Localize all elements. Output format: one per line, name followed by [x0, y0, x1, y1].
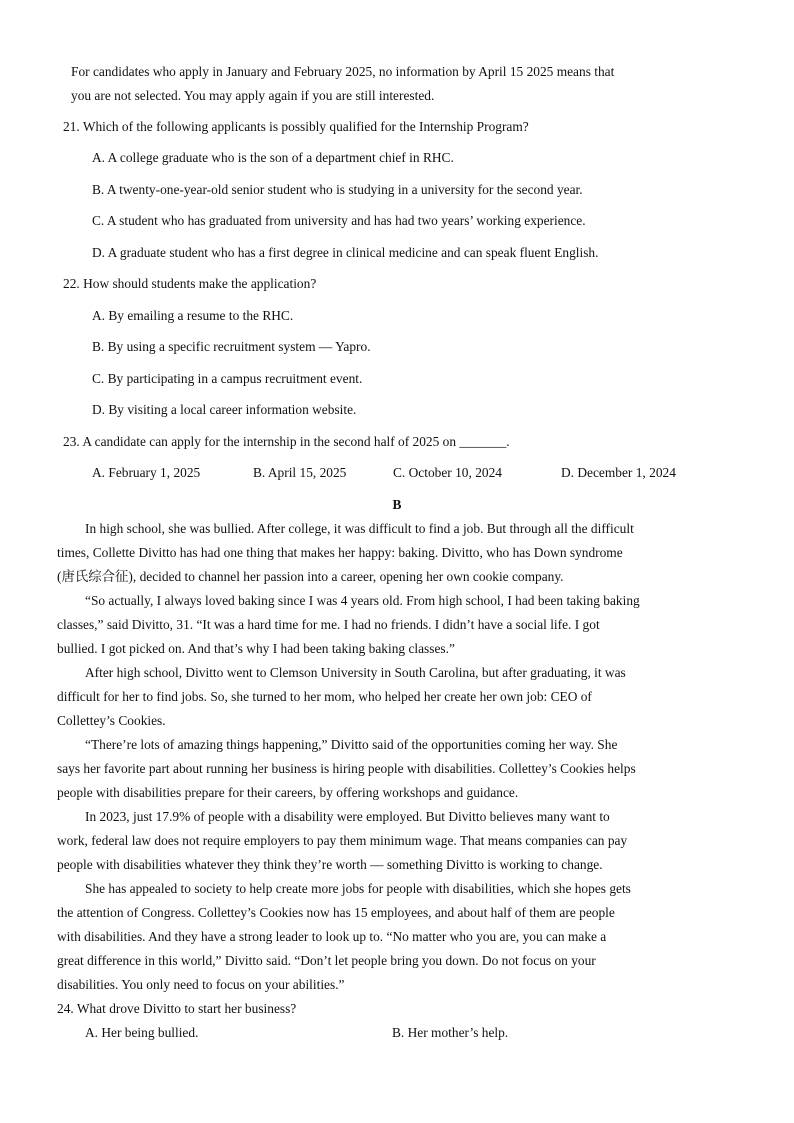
intro-text-1: For candidates who apply in January and February 2025, no information by April 15 2025 means that	[71, 64, 615, 79]
question-23-option-a: A. February 1, 2025	[92, 465, 201, 480]
question-21-option-a: A. A college graduate who is the son of a department chief in RHC.	[92, 150, 454, 165]
paragraph-line: work, federal law does not require employers to pay them minimum wage. That means companies can pay	[57, 833, 628, 848]
paragraph-line: After high school, Divitto went to Clemson University in South Carolina, but after graduating, it was	[85, 665, 626, 680]
question-22-option-b: B. By using a specific recruitment system — Yapro.	[92, 339, 371, 354]
paragraph-line: says her favorite part about running her business is hiring people with disabilities. Collettey’s Cookies helps	[57, 761, 636, 776]
question-21-option-d: D. A graduate student who has a first degree in clinical medicine and can speak fluent English.	[92, 245, 599, 260]
question-22-option-a: A. By emailing a resume to the RHC.	[92, 308, 294, 323]
question-23-stem: 23. A candidate can apply for the internship in the second half of 2025 on _______.	[63, 434, 510, 449]
question-24-options	[0, 1026, 794, 1042]
question-22-option-d: D. By visiting a local career information website.	[92, 402, 357, 417]
paragraph-line: great difference in this world,” Divitto said. “Don’t let people bring you down. Do not focus on your	[57, 953, 596, 968]
paragraph-line	[85, 522, 733, 535]
question-22-option-c: C. By participating in a campus recruitment event.	[92, 371, 363, 386]
question-24-stem: 24. What drove Divitto to start her business?	[57, 1001, 297, 1016]
question-23-options	[0, 466, 794, 482]
question-21-stem: 21. Which of the following applicants is possibly qualified for the Internship Program?	[63, 119, 529, 134]
paragraph-line: bullied. I got picked on. And that’s why I had been taking baking classes.”	[57, 641, 455, 656]
paragraph-line: people with disabilities prepare for their careers, by offering workshops and guidance.	[57, 785, 519, 800]
question-21-option-b: B. A twenty-one-year-old senior student who is studying in a university for the second year.	[92, 182, 583, 197]
paragraph-line: “So actually, I always loved baking since I was 4 years old. From high school, I had been taking baking	[85, 593, 640, 608]
question-24-option-a: A. Her being bullied.	[85, 1025, 199, 1040]
question-23-option-d: D. December 1, 2024	[561, 465, 676, 480]
paragraph-line: disabilities. You only need to focus on your abilities.”	[57, 977, 345, 992]
paragraph-line: “There’re lots of amazing things happening,” Divitto said of the opportunities coming her way. She	[85, 737, 618, 752]
question-22-stem: 22. How should students make the application?	[63, 276, 317, 291]
question-23-option-c: C. October 10, 2024	[393, 465, 502, 480]
paragraph-line: people with disabilities whatever they think they’re worth — something Divitto is working to change.	[57, 857, 603, 872]
paragraph-line: with disabilities. And they have a strong leader to look up to. “No matter who you are, you can make a	[57, 929, 607, 944]
paragraph-line: classes,” said Divitto, 31. “It was a hard time for me. I had no friends. I didn’t have a social life. I got	[57, 617, 600, 632]
paragraph-line: Collettey’s Cookies.	[57, 713, 166, 728]
paragraph-line: (唐氏综合征), decided to channel her passion into a career, opening her own cookie company.	[57, 569, 564, 584]
paragraph-line: In 2023, just 17.9% of people with a disability were employed. But Divitto believes many want to	[85, 809, 610, 824]
paragraph-line: difficult for her to find jobs. So, she turned to her mom, who helped her create her own job: CEO of	[57, 689, 592, 704]
paragraph-line: the attention of Congress. Collettey’s Cookies now has 15 employees, and about half of them are people	[57, 905, 615, 920]
question-24-option-b: B. Her mother’s help.	[392, 1025, 509, 1040]
intro-line-2: you are not selected. You may apply again if you are still interested.	[71, 88, 435, 103]
intro-line-1	[71, 65, 736, 78]
line-text: In high school, she was bullied. After college, it was difficult to find a job. But through all the difficult	[85, 521, 634, 536]
paragraph-line: times, Collette Divitto has had one thing that makes her happy: baking. Divitto, who has Down syndrome	[57, 545, 623, 560]
paragraph-line: She has appealed to society to help create more jobs for people with disabilities, which she hopes gets	[85, 881, 631, 896]
section-b-title: B	[392, 497, 402, 512]
question-21-option-c: C. A student who has graduated from university and has had two years’ working experience.	[92, 213, 586, 228]
question-23-option-b: B. April 15, 2025	[253, 465, 347, 480]
